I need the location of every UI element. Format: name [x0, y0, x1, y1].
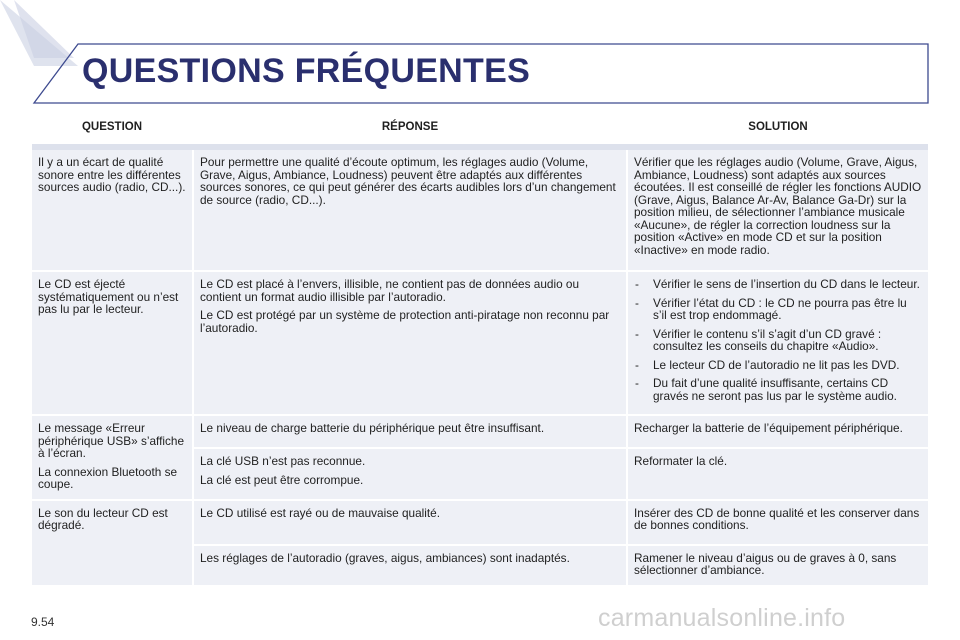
table-row — [32, 500, 928, 545]
answer-text: La clé USB n’est pas reconnue. — [200, 454, 366, 469]
question-text: Le CD est éjecté systématiquement ou n’est pas lu par le lecteur. — [38, 277, 179, 316]
column-header-question: QUESTION — [32, 110, 193, 147]
solution-cell — [627, 147, 928, 271]
solution-cell — [627, 448, 928, 499]
answer-text: Pour permettre une qualité d’écoute optimum, les réglages audio (Volume, Grave, Aigus, Ambiance, Loudness) peuvent être adaptés aux différentes sources sonores, ce qui peut générer des écarts audibles lors d’un changement de source (radio, CD...). — [200, 155, 616, 207]
question-cell — [32, 271, 193, 415]
answer-cell — [193, 147, 627, 271]
question-cell — [32, 415, 193, 500]
solution-cell — [627, 545, 928, 586]
solution-text: Insérer des CD de bonne qualité et les conserver dans de bonnes conditions. — [634, 505, 920, 532]
answer-cell — [193, 415, 627, 448]
answer-text: Les réglages de l’autoradio (graves, aigus, ambiances) sont inadaptés. — [200, 550, 570, 565]
page-title: QUESTIONS FRÉQUENTES — [82, 52, 531, 90]
solution-cell — [627, 415, 928, 448]
question-text: Le message «Erreur périphérique USB» s’affiche à l’écran. — [38, 421, 185, 460]
solution-cell — [627, 500, 928, 545]
solution-list-item: - Vérifier l’état du CD : le CD ne pourra pas être lu s’il est trop endommagé. — [634, 297, 922, 322]
answer-cell — [193, 545, 627, 586]
page-number: 9.54 — [31, 615, 55, 629]
answer-text: Le niveau de charge batterie du périphérique peut être insuffisant. — [200, 421, 545, 435]
question-text: Le son du lecteur CD est dégradé. — [38, 505, 168, 532]
answer-cell — [193, 271, 627, 415]
solution-list — [634, 278, 922, 402]
question-cell — [32, 147, 193, 271]
table-row — [32, 271, 928, 415]
question-text: La connexion Bluetooth se coupe. — [38, 464, 178, 491]
table-row — [32, 415, 928, 448]
solution-text: Recharger la batterie de l’équipement périphérique. — [634, 421, 903, 435]
answer-text: Le CD est protégé par un système de protection anti-piratage non reconnu par l’autoradio. — [200, 308, 610, 335]
solution-list-item: - Du fait d’une qualité insuffisante, certains CD gravés ne seront pas lus par le système audio. — [634, 377, 922, 402]
solution-list-item: - Vérifier le sens de l’insertion du CD dans le lecteur. — [634, 278, 922, 291]
solution-text: Vérifier que les réglages audio (Volume, Grave, Aigus, Ambiance, Loudness) sont adaptés aux sources écoutées. Il est conseillé de régler les fonctions AUDIO (Grave, Aigus, Balance Ar-Av, Balance Ga-Dr) sur la position milieu, de sélectionner l’ambiance musicale «Aucune», de régler la correction loudness sur la position «Active» en mode CD et sur la position «Inactive» en mode radio. — [634, 155, 922, 257]
column-header-answer: RÉPONSE — [193, 110, 627, 147]
solution-list-item: - Vérifier le contenu s’il s’agit d’un CD gravé : consultez les conseils du chapitre «Audio». — [634, 328, 922, 353]
answer-text: Le CD est placé à l’envers, illisible, ne contient pas de données audio ou contient un format audio illisible par l’autoradio. — [200, 277, 580, 304]
column-header-solution: SOLUTION — [627, 110, 928, 147]
solution-cell — [627, 271, 928, 415]
watermark: carmanualsonline.info — [598, 604, 846, 632]
question-cell — [32, 500, 193, 586]
solution-text: Ramener le niveau d’aigus ou de graves à 0, sans sélectionner d’ambiance. — [634, 550, 897, 577]
answer-cell — [193, 448, 627, 499]
table-row — [32, 147, 928, 271]
solution-list-item: - Le lecteur CD de l’autoradio ne lit pas les DVD. — [634, 359, 922, 372]
question-text: Il y a un écart de qualité sonore entre les différentes sources audio (radio, CD...). — [38, 155, 186, 194]
faq-table — [32, 110, 928, 587]
answer-text: La clé est peut être corrompue. — [200, 472, 364, 487]
answer-cell — [193, 500, 627, 545]
answer-text: Le CD utilisé est rayé ou de mauvaise qualité. — [200, 505, 440, 520]
solution-text: Reformater la clé. — [634, 454, 728, 469]
table-header-row — [32, 110, 928, 147]
